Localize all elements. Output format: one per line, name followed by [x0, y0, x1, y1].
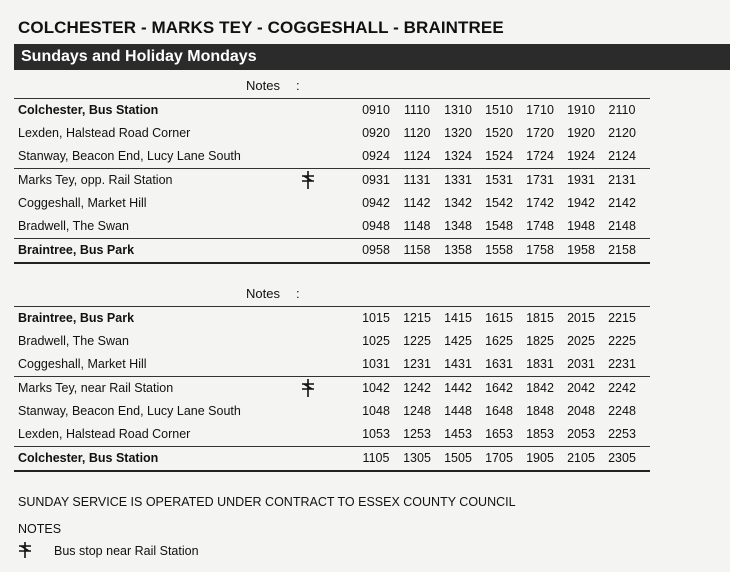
timetable-row: [14, 423, 650, 446]
departure-time: 2215: [608, 311, 636, 325]
departure-time: 2225: [608, 334, 636, 348]
departure-time: 1524: [485, 149, 513, 163]
departure-time: 1015: [362, 311, 390, 325]
departure-time: 1105: [362, 451, 390, 465]
departure-time: 0942: [362, 196, 390, 210]
timetable-row: [14, 307, 650, 330]
departure-time: 1648: [485, 404, 513, 418]
departure-time: 1348: [444, 219, 472, 233]
departure-time: 1148: [403, 219, 431, 233]
departure-time: 1453: [444, 427, 472, 441]
departure-time: 1042: [362, 381, 390, 395]
stop-name: Bradwell, The Swan: [18, 219, 129, 233]
departure-time: 2015: [567, 311, 595, 325]
departure-time: 1742: [526, 196, 554, 210]
timetable-row: [14, 353, 650, 376]
departure-time: 0948: [362, 219, 390, 233]
departure-time: 1331: [444, 173, 472, 187]
stop-name: Braintree, Bus Park: [18, 243, 135, 257]
notes-colon: :: [296, 286, 300, 301]
departure-time: 1642: [485, 381, 513, 395]
departure-time: 1053: [362, 427, 390, 441]
departure-time: 2253: [608, 427, 636, 441]
departure-time: 2148: [608, 219, 636, 233]
departure-time: 1248: [403, 404, 431, 418]
departure-time: 2305: [608, 451, 636, 465]
timetable-row: [14, 192, 650, 215]
departure-time: 2120: [608, 126, 636, 140]
timetable-row: [14, 400, 650, 423]
departure-time: 2048: [567, 404, 595, 418]
departure-time: 2248: [608, 404, 636, 418]
departure-time: 1958: [567, 243, 595, 257]
departure-time: 1853: [526, 427, 554, 441]
departure-time: 1748: [526, 219, 554, 233]
timetable-row: [14, 145, 650, 168]
departure-time: 1031: [362, 357, 390, 371]
notes-header-row: [14, 282, 650, 307]
departure-time: 1842: [526, 381, 554, 395]
timetable-row: [14, 376, 650, 400]
departure-time: 1931: [567, 173, 595, 187]
departure-time: 2105: [567, 451, 595, 465]
notes-label: Notes: [246, 286, 280, 301]
route-title: COLCHESTER - MARKS TEY - COGGESHALL - BRAINTREE: [18, 18, 504, 37]
departure-time: 1048: [362, 404, 390, 418]
departure-time: 1625: [485, 334, 513, 348]
departure-time: 1158: [403, 243, 431, 257]
timetable-row: [14, 238, 650, 264]
day-band: Sundays and Holiday Mondays: [14, 44, 730, 70]
timetable-row: [14, 168, 650, 192]
departure-time: 2231: [608, 357, 636, 371]
departure-time: 2124: [608, 149, 636, 163]
stop-name: Marks Tey, near Rail Station: [18, 381, 174, 395]
outbound-timetable: [14, 74, 650, 264]
departure-time: 1253: [403, 427, 431, 441]
departure-time: 1320: [444, 126, 472, 140]
legend-text: Bus stop near Rail Station: [54, 544, 199, 558]
departure-time: 1520: [485, 126, 513, 140]
departure-time: 0910: [362, 103, 390, 117]
departure-time: 1215: [403, 311, 431, 325]
stop-name: Colchester, Bus Station: [18, 451, 159, 465]
rail-station-icon: [300, 171, 316, 189]
stop-name: Stanway, Beacon End, Lucy Lane South: [18, 404, 241, 418]
departure-time: 1631: [485, 357, 513, 371]
departure-time: 2242: [608, 381, 636, 395]
departure-time: 1731: [526, 173, 554, 187]
inbound-timetable: [14, 282, 650, 472]
departure-time: 2131: [608, 173, 636, 187]
departure-time: 2158: [608, 243, 636, 257]
departure-time: 1425: [444, 334, 472, 348]
timetable-row: [14, 215, 650, 238]
departure-time: 1815: [526, 311, 554, 325]
departure-time: 1710: [526, 103, 554, 117]
stop-name: Lexden, Halstead Road Corner: [18, 427, 191, 441]
departure-time: 2025: [567, 334, 595, 348]
departure-time: 1431: [444, 357, 472, 371]
notes-header-row: [14, 74, 650, 99]
notes-colon: :: [296, 78, 300, 93]
departure-time: 1358: [444, 243, 472, 257]
departure-time: 2110: [608, 103, 636, 117]
timetable-row: [14, 99, 650, 122]
departure-time: 1324: [444, 149, 472, 163]
departure-time: 1720: [526, 126, 554, 140]
stop-name: Bradwell, The Swan: [18, 334, 129, 348]
timetable-row: [14, 122, 650, 145]
departure-time: 1120: [403, 126, 431, 140]
departure-time: 1910: [567, 103, 595, 117]
timetable-row: [14, 446, 650, 472]
departure-time: 1831: [526, 357, 554, 371]
departure-time: 1510: [485, 103, 513, 117]
stop-name: Braintree, Bus Park: [18, 311, 135, 325]
departure-time: 1225: [403, 334, 431, 348]
departure-time: 1920: [567, 126, 595, 140]
departure-time: 1142: [403, 196, 431, 210]
departure-time: 0924: [362, 149, 390, 163]
departure-time: 1825: [526, 334, 554, 348]
timetable-row: [14, 330, 650, 353]
departure-time: 1231: [403, 357, 431, 371]
departure-time: 1924: [567, 149, 595, 163]
stop-name: Marks Tey, opp. Rail Station: [18, 173, 173, 187]
departure-time: 1505: [444, 451, 472, 465]
departure-time: 2031: [567, 357, 595, 371]
departure-time: 0958: [362, 243, 390, 257]
departure-time: 2042: [567, 381, 595, 395]
departure-time: 1124: [403, 149, 431, 163]
stop-name: Coggeshall, Market Hill: [18, 196, 147, 210]
departure-time: 1653: [485, 427, 513, 441]
departure-time: 0931: [362, 173, 390, 187]
departure-time: 1948: [567, 219, 595, 233]
departure-time: 1025: [362, 334, 390, 348]
departure-time: 1131: [403, 173, 431, 187]
stop-name: Colchester, Bus Station: [18, 103, 159, 117]
departure-time: 1305: [403, 451, 431, 465]
departure-time: 1542: [485, 196, 513, 210]
notes-heading: NOTES: [18, 522, 62, 536]
departure-time: 1615: [485, 311, 513, 325]
departure-time: 2142: [608, 196, 636, 210]
departure-time: 1942: [567, 196, 595, 210]
departure-time: 2053: [567, 427, 595, 441]
departure-time: 1110: [404, 103, 430, 117]
departure-time: 1758: [526, 243, 554, 257]
rail-station-icon: [18, 542, 32, 558]
departure-time: 1242: [403, 381, 431, 395]
departure-time: 1415: [444, 311, 472, 325]
departure-time: 1848: [526, 404, 554, 418]
departure-time: 1531: [485, 173, 513, 187]
stop-name: Stanway, Beacon End, Lucy Lane South: [18, 149, 241, 163]
departure-time: 1548: [485, 219, 513, 233]
departure-time: 1724: [526, 149, 554, 163]
departure-time: 1310: [444, 103, 472, 117]
departure-time: 1705: [485, 451, 513, 465]
stop-name: Coggeshall, Market Hill: [18, 357, 147, 371]
departure-time: 1442: [444, 381, 472, 395]
stop-name: Lexden, Halstead Road Corner: [18, 126, 191, 140]
notes-label: Notes: [246, 78, 280, 93]
departure-time: 1905: [526, 451, 554, 465]
departure-time: 1448: [444, 404, 472, 418]
rail-station-icon: [300, 379, 316, 397]
departure-time: 1558: [485, 243, 513, 257]
departure-time: 1342: [444, 196, 472, 210]
departure-time: 0920: [362, 126, 390, 140]
contract-notice: SUNDAY SERVICE IS OPERATED UNDER CONTRACT TO ESSEX COUNTY COUNCIL: [18, 495, 516, 509]
